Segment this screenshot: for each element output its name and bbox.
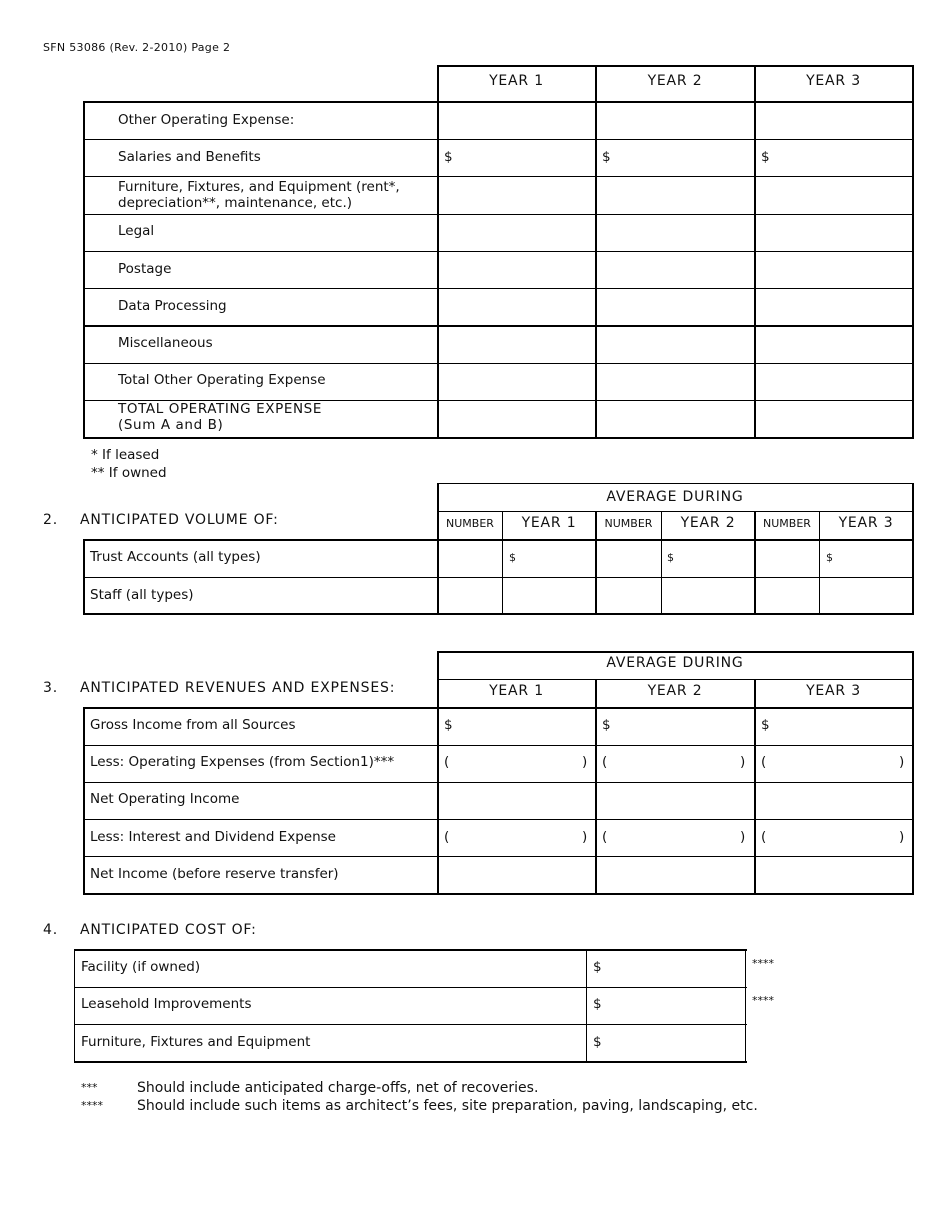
opex-year2-close: ) — [740, 754, 746, 770]
s2-average-during: AVERAGE DURING — [606, 489, 744, 505]
gross-year1-input[interactable]: $ — [444, 717, 453, 733]
section3-number: 3. — [43, 680, 58, 696]
row-postage: Postage — [118, 261, 172, 277]
trust-year3-input[interactable]: $ — [826, 551, 833, 564]
section2-title: ANTICIPATED VOLUME OF: — [80, 512, 279, 528]
section2-number: 2. — [43, 512, 58, 528]
leasehold-cost-input[interactable]: $ — [593, 996, 602, 1012]
row-furniture — [118, 179, 400, 211]
s3-year1: YEAR 1 — [489, 683, 544, 699]
section4-title: ANTICIPATED COST OF: — [80, 922, 257, 938]
section4-number: 4. — [43, 922, 58, 938]
opex-year1-open[interactable]: ( — [444, 754, 450, 770]
opex-year1-close: ) — [582, 754, 588, 770]
s2-year3: YEAR 3 — [838, 515, 894, 531]
facility-marker: **** — [752, 957, 774, 970]
row-total-operating-line1: TOTAL OPERATING EXPENSE — [118, 401, 322, 417]
s4-row-facility: Facility (if owned) — [81, 959, 201, 975]
form-id: SFN 53086 (Rev. 2-2010) Page 2 — [43, 41, 231, 54]
section3-title: ANTICIPATED REVENUES AND EXPENSES: — [80, 680, 396, 696]
row-furniture-line2: depreciation**, maintenance, etc.) — [118, 195, 352, 211]
gross-year3-input[interactable]: $ — [761, 717, 770, 733]
row-total-operating — [118, 401, 322, 433]
s3-row-net-income: Net Income (before reserve transfer) — [90, 866, 339, 882]
s2-number-3: NUMBER — [763, 517, 811, 530]
row-salaries: Salaries and Benefits — [118, 149, 261, 165]
s2-number-2: NUMBER — [604, 517, 653, 530]
gross-year2-input[interactable]: $ — [602, 717, 611, 733]
salaries-year3-input[interactable]: $ — [761, 149, 770, 165]
note-owned: ** If owned — [91, 465, 167, 481]
footnote-text-1: Should include anticipated charge-offs, net of recoveries. — [137, 1080, 539, 1096]
salaries-year2-input[interactable]: $ — [602, 149, 611, 165]
row-legal: Legal — [118, 223, 155, 239]
s1-col-year2: YEAR 2 — [647, 73, 703, 89]
opex-year3-close: ) — [899, 754, 905, 770]
interest-year1-close: ) — [582, 829, 588, 845]
furniture-cost-input[interactable]: $ — [593, 1034, 602, 1050]
facility-cost-input[interactable]: $ — [593, 959, 602, 975]
s3-year2: YEAR 2 — [647, 683, 703, 699]
interest-year2-open[interactable]: ( — [602, 829, 608, 845]
row-miscellaneous: Miscellaneous — [118, 335, 213, 351]
s3-row-gross-income: Gross Income from all Sources — [90, 717, 296, 733]
footnote-mark-2: **** — [81, 1099, 103, 1112]
row-data-processing: Data Processing — [118, 298, 227, 314]
s3-year3: YEAR 3 — [806, 683, 861, 699]
s1-col-year3: YEAR 3 — [806, 73, 861, 89]
s2-row-staff: Staff (all types) — [90, 587, 194, 603]
s2-row-trust: Trust Accounts (all types) — [90, 549, 261, 565]
s2-year1: YEAR 1 — [521, 515, 577, 531]
opex-year2-open[interactable]: ( — [602, 754, 608, 770]
s3-row-operating-expenses: Less: Operating Expenses (from Section1)*** — [90, 754, 395, 770]
row-other-operating: Other Operating Expense: — [118, 112, 295, 128]
s1-col-year1: YEAR 1 — [489, 73, 544, 89]
leasehold-marker: **** — [752, 994, 774, 1007]
row-total-other: Total Other Operating Expense — [118, 372, 326, 388]
opex-year3-open[interactable]: ( — [761, 754, 767, 770]
s2-number-1: NUMBER — [446, 517, 494, 530]
interest-year3-open[interactable]: ( — [761, 829, 767, 845]
trust-year1-input[interactable]: $ — [509, 551, 516, 564]
interest-year2-close: ) — [740, 829, 746, 845]
row-furniture-line1: Furniture, Fixtures, and Equipment (rent*, — [118, 179, 400, 195]
interest-year3-close: ) — [899, 829, 905, 845]
s4-row-leasehold: Leasehold Improvements — [81, 996, 252, 1012]
salaries-year1-input[interactable]: $ — [444, 149, 453, 165]
s2-year2: YEAR 2 — [680, 515, 736, 531]
footnote-mark-1: *** — [81, 1081, 98, 1094]
footnote-text-2: Should include such items as architect’s fees, site preparation, paving, landscaping, etc. — [137, 1098, 758, 1114]
s3-row-interest: Less: Interest and Dividend Expense — [90, 829, 336, 845]
interest-year1-open[interactable]: ( — [444, 829, 450, 845]
row-total-operating-line2: (Sum A and B) — [118, 417, 224, 433]
s4-row-furniture: Furniture, Fixtures and Equipment — [81, 1034, 311, 1050]
s3-row-net-operating: Net Operating Income — [90, 791, 240, 807]
trust-year2-input[interactable]: $ — [667, 551, 674, 564]
s3-average-during: AVERAGE DURING — [606, 655, 744, 671]
note-leased: * If leased — [91, 447, 160, 463]
